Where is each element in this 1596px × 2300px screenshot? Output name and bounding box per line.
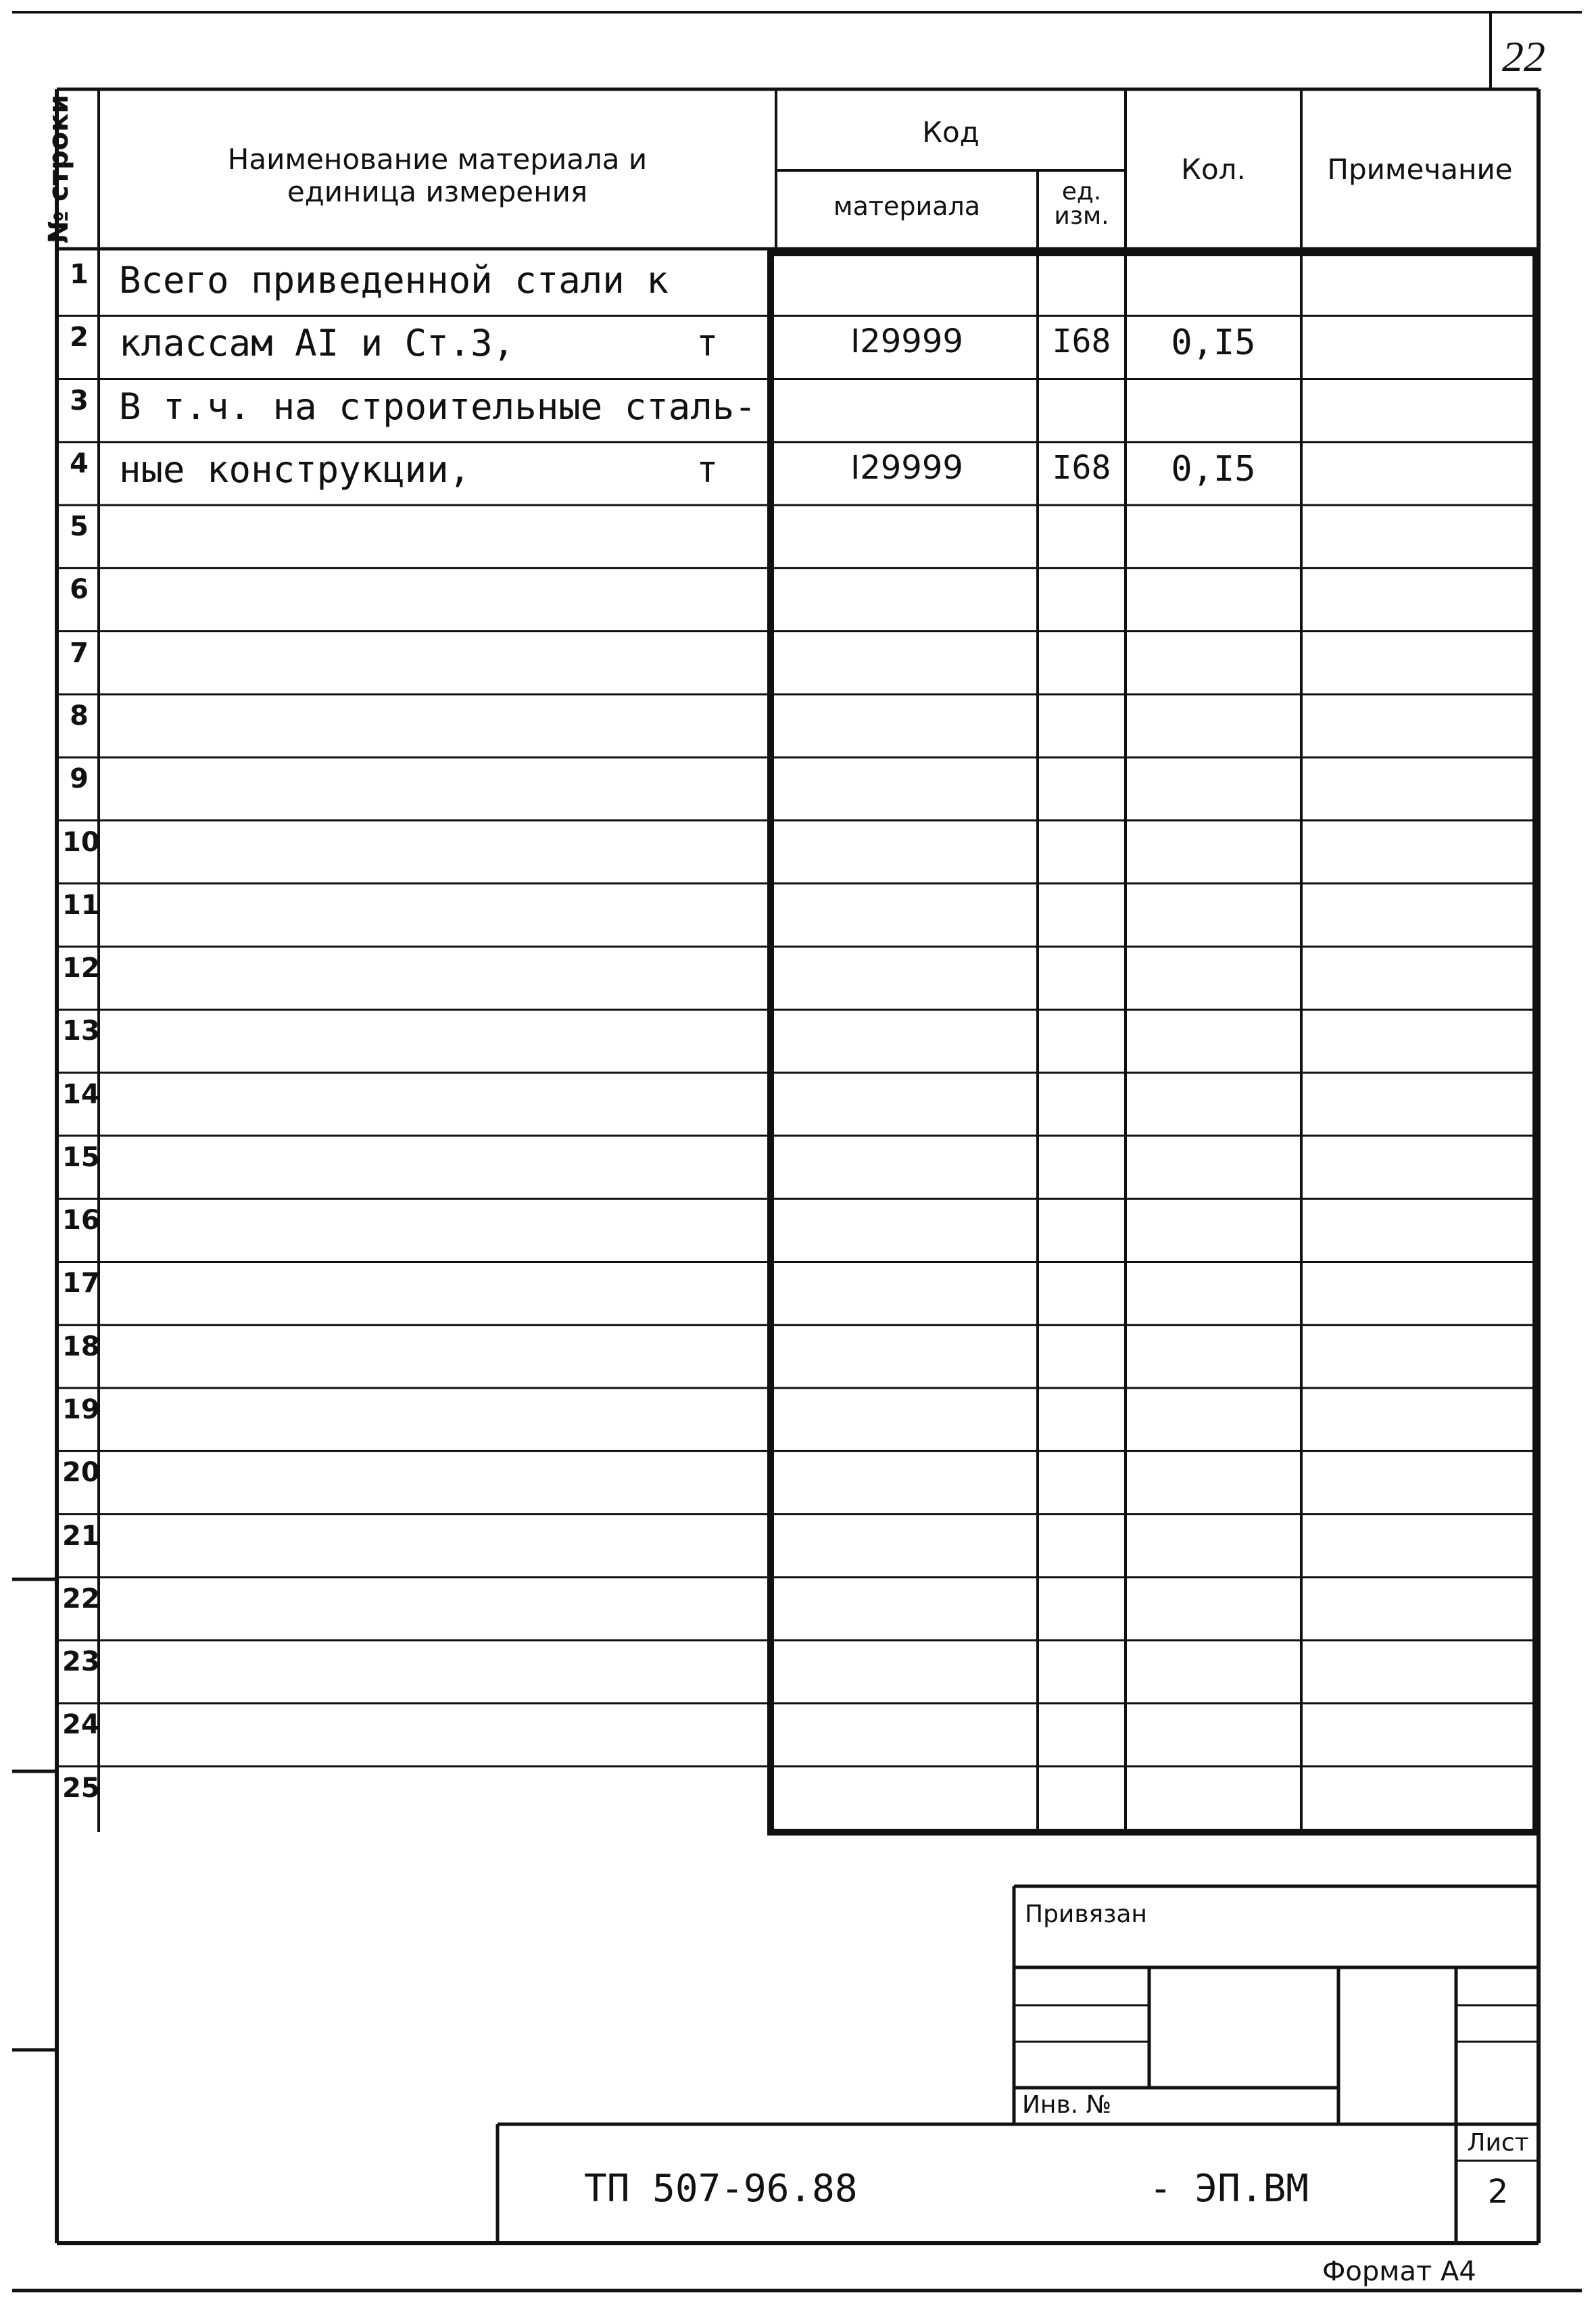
material-name-header: Наименование материала и единица измерения [227, 143, 648, 209]
sheet-number: 2 [1487, 2173, 1509, 2211]
document-suffix: - ЭП.ВМ [1149, 2167, 1309, 2211]
unit-code: I68 [1052, 448, 1111, 487]
row-number: 8 [70, 700, 89, 732]
row-number: 4 [70, 448, 89, 479]
row-number: 18 [62, 1331, 100, 1362]
row-number: 12 [62, 953, 100, 984]
material-name: Всего приведенной стали к [119, 259, 669, 302]
unit-symbol: т [696, 448, 719, 491]
format-label: Формат А4 [1322, 2256, 1476, 2287]
row-number: 21 [62, 1520, 100, 1552]
unit-code: I68 [1052, 322, 1111, 361]
row-number: 1 [70, 259, 89, 290]
row-number: 2 [70, 322, 89, 354]
row-number: 5 [70, 511, 89, 543]
material-name: В т.ч. на строительные сталь- [119, 385, 756, 428]
row-number: 13 [62, 1015, 100, 1047]
row-number: 20 [62, 1457, 100, 1489]
row-number: 9 [70, 763, 89, 795]
row-number: 23 [62, 1646, 100, 1678]
row-number: 10 [62, 826, 100, 858]
row-number: 25 [62, 1772, 100, 1804]
row-number: 22 [62, 1583, 100, 1614]
material-code: I29999 [850, 322, 963, 361]
row-number: 6 [70, 574, 89, 606]
quantity: 0,I5 [1171, 322, 1256, 364]
row-number: 14 [62, 1078, 100, 1110]
page-number: 22 [1502, 32, 1545, 80]
quantity-header: Кол. [1181, 153, 1246, 186]
bound-label: Привязан [1025, 1900, 1147, 1928]
unit-code-header: ед. изм. [1054, 178, 1109, 230]
row-number: 17 [62, 1268, 100, 1299]
row-number: 7 [70, 637, 89, 669]
row-number: 24 [62, 1709, 100, 1741]
row-number: 15 [62, 1141, 100, 1173]
material-code: I29999 [850, 448, 963, 487]
row-number-header-label: № строки [43, 94, 74, 243]
row-number: 19 [62, 1394, 100, 1426]
material-name: ные конструкции, [119, 448, 471, 491]
material-code-header: материала [833, 191, 981, 221]
unit-symbol: т [696, 322, 719, 365]
document-code: ТП 507-96.88 [584, 2167, 858, 2211]
note-header: Примечание [1327, 153, 1513, 186]
row-number: 3 [70, 385, 89, 416]
sheet-label: Лист [1467, 2129, 1529, 2157]
material-name: классам АI и Ст.3, [119, 322, 515, 365]
quantity: 0,I5 [1171, 448, 1256, 489]
row-number: 11 [62, 889, 100, 921]
row-number: 16 [62, 1205, 100, 1237]
inventory-number-label: Инв. № [1022, 2091, 1112, 2119]
code-header: Код [922, 116, 980, 149]
